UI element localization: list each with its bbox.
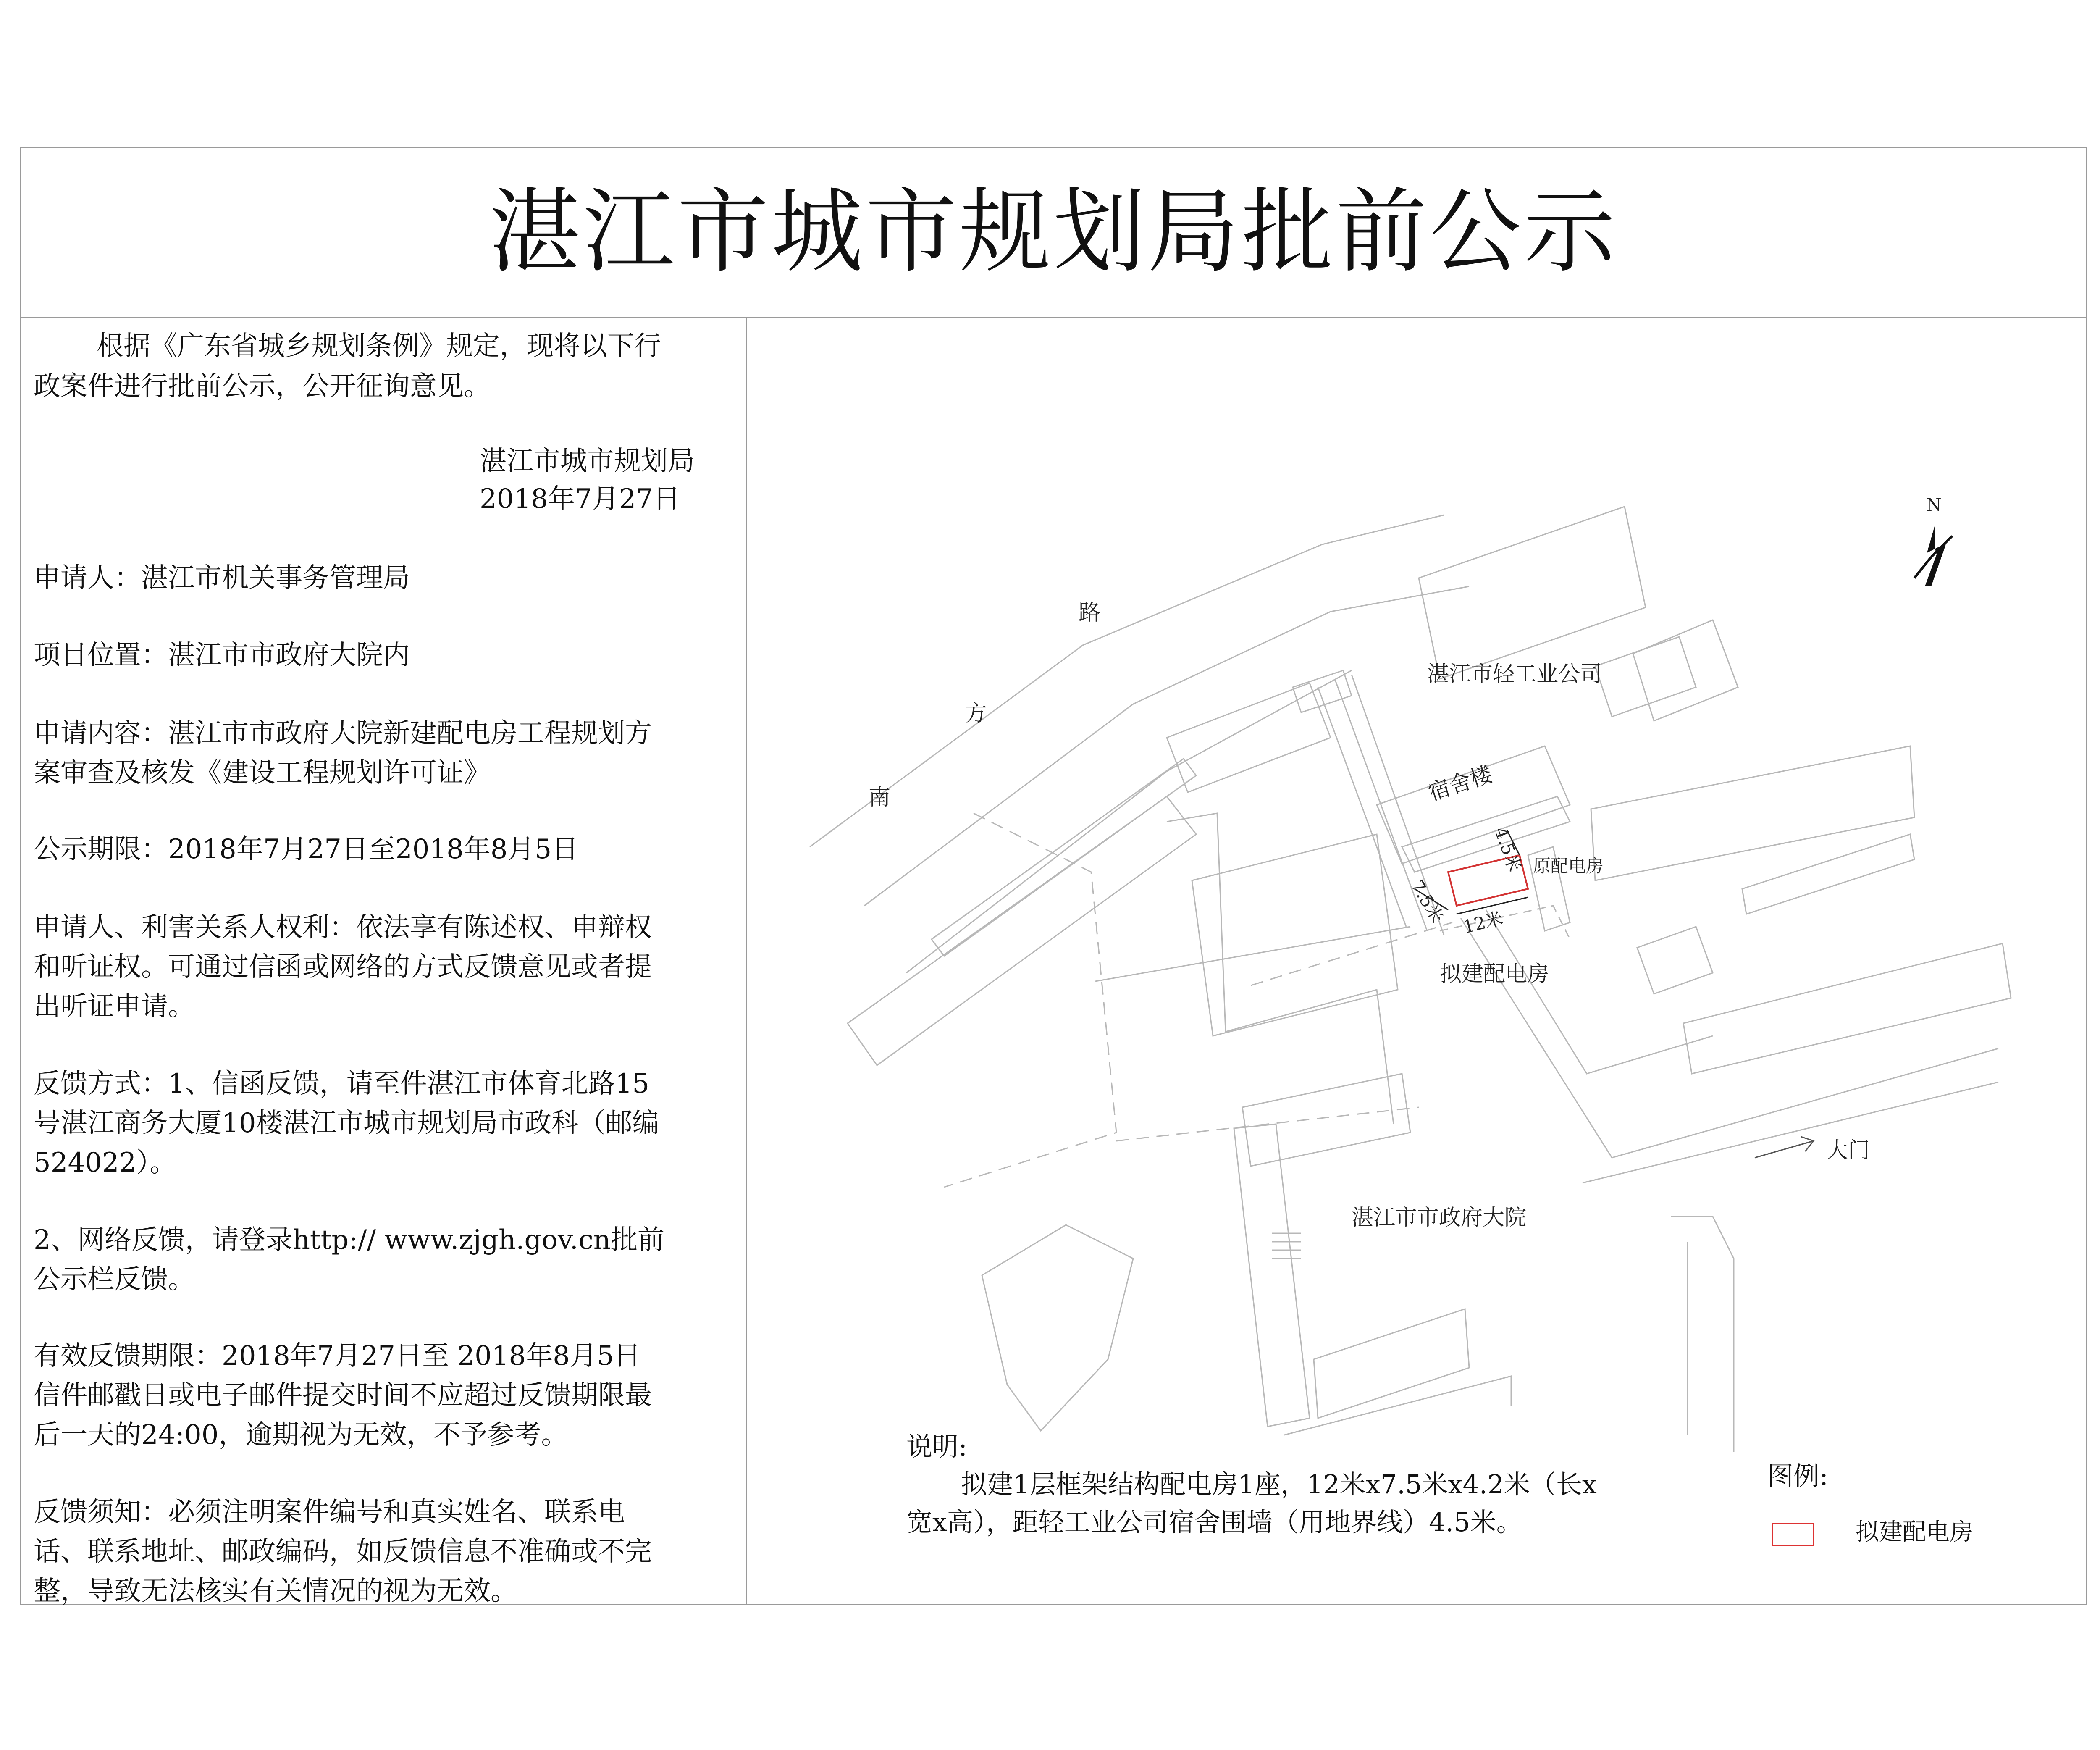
notice-period: 公示期限：2018年7月27日至2018年8月5日 <box>34 834 579 865</box>
content-line-2: 案审查及核发《建设工程规划许可证》 <box>34 757 491 788</box>
valid-period-line-3: 后一天的24:00，逾期视为无效，不予参考。 <box>34 1419 568 1450</box>
issuer: 湛江市城市规划局 <box>480 446 695 477</box>
north-label: N <box>1926 494 1942 515</box>
web-feedback-line-2: 公示栏反馈。 <box>34 1264 195 1295</box>
issue-date: 2018年7月27日 <box>480 483 680 515</box>
existing-power-room-label: 原配电房 <box>1533 856 1604 876</box>
legend-item-label: 拟建配电房 <box>1856 1519 1973 1546</box>
notice-frame <box>20 147 2087 1605</box>
gate-arrow-icon <box>1755 1137 1814 1158</box>
road-char-2: 方 <box>965 701 987 726</box>
road-char-1: 路 <box>1079 600 1101 625</box>
dim-setback-label: 4.5米 <box>1490 824 1525 875</box>
dim-length-label: 12米 <box>1461 908 1505 938</box>
gate-label: 大门 <box>1826 1138 1870 1163</box>
north-arrow-icon <box>1914 523 1952 586</box>
page-title: 湛江市城市规划局批前公示 <box>489 179 1618 285</box>
feedback-line-3: 524022）。 <box>34 1147 177 1178</box>
site-linework <box>810 507 2011 1452</box>
rights-line-1: 申请人、利害关系人权利：依法享有陈述权、申辩权 <box>34 912 652 943</box>
site-plan-drawing <box>747 318 2087 1605</box>
dormitory-label: 宿舍楼 <box>1425 762 1496 806</box>
web-feedback-line-1: 2、网络反馈，请登录http:// www.zjgh.gov.cn批前 <box>34 1224 665 1256</box>
explanation-line-2: 宽x高），距轻工业公司宿舍围墙（用地界线）4.5米。 <box>906 1507 1522 1537</box>
feedback-line-2: 号湛江商务大厦10楼湛江市城市规划局市政科（邮编 <box>34 1108 659 1139</box>
title-row <box>21 148 2086 318</box>
legend-swatch <box>1772 1523 1814 1546</box>
requirements-line-2: 话、联系地址、邮政编码，如反馈信息不准确或不完 <box>34 1536 652 1567</box>
requirements-line-3: 整，导致无法核实有关情况的视为无效。 <box>34 1576 517 1607</box>
light-industry-company-label: 湛江市轻工业公司 <box>1427 662 1602 687</box>
valid-period-line-2: 信件邮戳日或电子邮件提交时间不应超过反馈期限最 <box>34 1380 652 1411</box>
rights-line-3: 出听证申请。 <box>34 991 195 1022</box>
applicant: 申请人：湛江市机关事务管理局 <box>34 562 410 594</box>
government-compound-label: 湛江市市政府大院 <box>1352 1205 1527 1230</box>
intro-line-2: 政案件进行批前公示，公开征询意见。 <box>34 371 491 402</box>
notice-text-column <box>21 318 747 1605</box>
project-location: 项目位置：湛江市市政府大院内 <box>34 640 410 671</box>
proposed-power-room-label: 拟建配电房 <box>1440 962 1549 987</box>
content-line-1: 申请内容：湛江市市政府大院新建配电房工程规划方 <box>34 718 652 749</box>
explanation-line-1: 拟建1层框架结构配电房1座，12米x7.5米x4.2米（长x <box>961 1469 1597 1500</box>
dim-width-label: 7.5米 <box>1407 876 1448 927</box>
rights-line-2: 和听证权。可通过信函或网络的方式反馈意见或者提 <box>34 951 652 983</box>
road-char-3: 南 <box>869 785 891 810</box>
explanation-heading: 说明: <box>906 1431 967 1462</box>
feedback-line-1: 反馈方式：1、信函反馈，请至件湛江市体育北路15 <box>34 1068 650 1099</box>
requirements-line-1: 反馈须知：必须注明案件编号和真实姓名、联系电 <box>34 1497 625 1528</box>
intro-line-1: 根据《广东省城乡规划条例》规定，现将以下行 <box>97 331 661 362</box>
valid-period-line-1: 有效反馈期限：2018年7月27日至 2018年8月5日 <box>34 1340 641 1372</box>
legend-heading: 图例: <box>1767 1461 1828 1491</box>
site-plan <box>747 318 2087 1605</box>
